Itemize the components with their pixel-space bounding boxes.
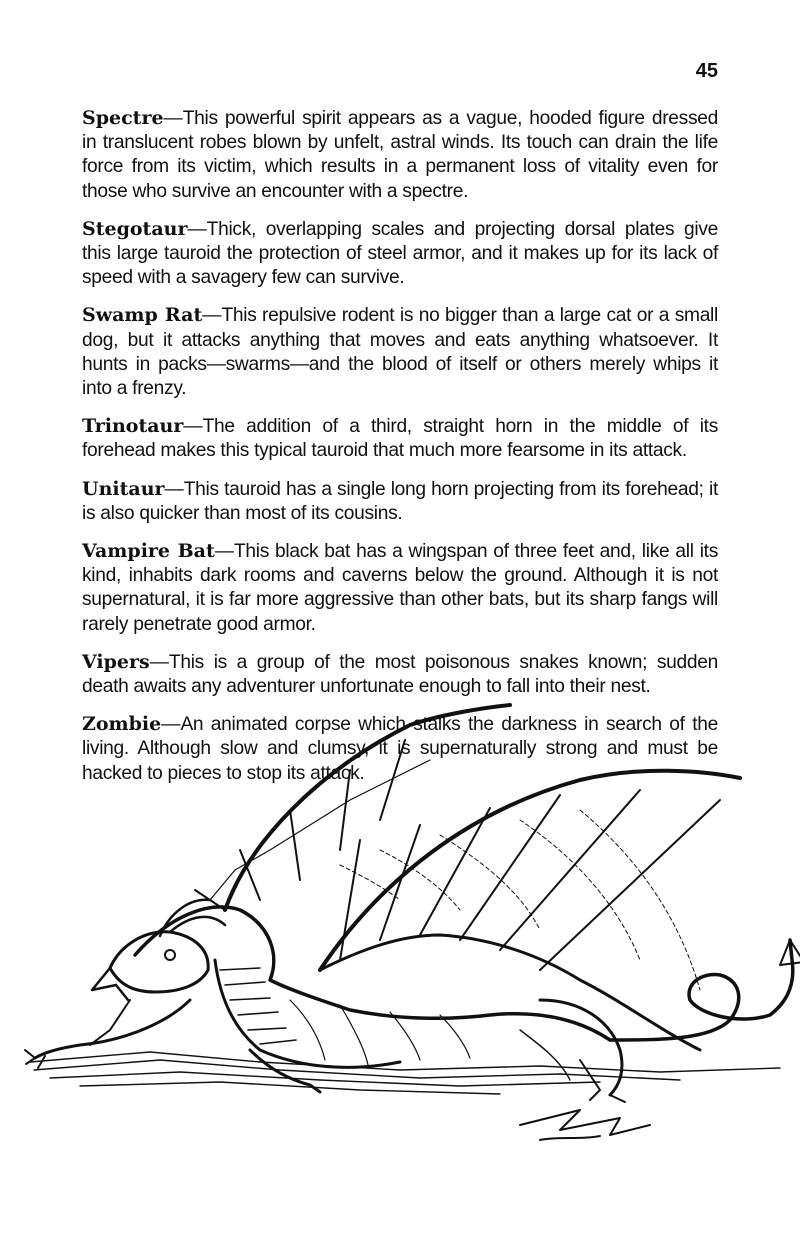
ground-shadow <box>30 1052 780 1094</box>
em-dash: — <box>183 416 203 438</box>
entry-name: Trinotaur <box>82 415 184 438</box>
page-number: 45 <box>695 60 718 82</box>
entry-description: This tauroid has a single long horn projecting from its forehead; it is also quicker than most of its cousins. <box>82 478 718 524</box>
entry-name: Spectre <box>82 107 164 129</box>
artist-signature <box>520 1110 650 1140</box>
dragon-body <box>135 907 610 1067</box>
entry-name: Vampire Bat <box>82 540 215 563</box>
entry-description: An animated corpse which stalks the darkness in search of the living. Although slow and clumsy, it is supernaturally strong and must be hacked to pieces to stop its attack. <box>82 714 718 784</box>
entry-name: Swamp Rat <box>82 304 203 327</box>
entry-unitaur <box>82 477 718 526</box>
dragon-tail <box>610 940 800 1040</box>
entry-description: This repulsive rodent is no bigger than a large cat or a small dog, but it attacks anything that moves and eats anything whatsoever. It hunts in packs—swarms—and the blood of itself or others merely whips it into a frenzy. <box>82 305 718 400</box>
em-dash: — <box>161 714 181 736</box>
entry-trinotaur <box>82 414 718 463</box>
em-dash: — <box>214 541 234 563</box>
entry-description: This is a group of the most poisonous snakes known; sudden death awaits any adventurer unfortunate enough to fall into their nest. <box>82 651 718 698</box>
entry-name: Unitaur <box>82 477 165 500</box>
entry-vampire-bat <box>82 539 718 637</box>
entry-description: The addition of a third, straight horn in the middle of its forehead makes this typical tauroid that much more fearsome in its attack. <box>82 416 718 462</box>
entry-stegotaur <box>82 217 718 291</box>
dragon-illustration <box>20 700 800 1170</box>
em-dash: — <box>163 108 183 129</box>
entry-name: Vipers <box>82 650 150 673</box>
bestiary-entries <box>82 106 718 799</box>
em-dash: — <box>202 305 222 327</box>
em-dash: — <box>187 218 207 240</box>
front-legs <box>25 1000 320 1092</box>
entry-swamp-rat <box>82 303 718 401</box>
entry-name: Zombie <box>82 713 162 736</box>
em-dash: — <box>164 478 184 500</box>
entry-description: This powerful spirit appears as a vague, hooded figure dressed in translucent robes blown by unfelt, astral winds. Its touch can drain the life force from its victim, which results in a permanent loss of vitality even for those who survive an encounter with a spectre. <box>82 108 718 202</box>
entry-spectre <box>82 106 718 204</box>
entry-vipers <box>82 650 718 699</box>
entry-name: Stegotaur <box>82 217 188 240</box>
em-dash: — <box>149 651 169 673</box>
entry-description: Thick, overlapping scales and projecting dorsal plates give this large tauroid the protection of steel armor, and it makes up for its lack of speed with a savagery few can survive. <box>82 218 718 289</box>
entry-description: This black bat has a wingspan of three feet and, like all its kind, inhabits dark rooms and caverns below the ground. Although it is not supernatural, it is far more aggressive than other bats, but its sharp fangs will rarely penetrate good armor. <box>82 541 719 635</box>
